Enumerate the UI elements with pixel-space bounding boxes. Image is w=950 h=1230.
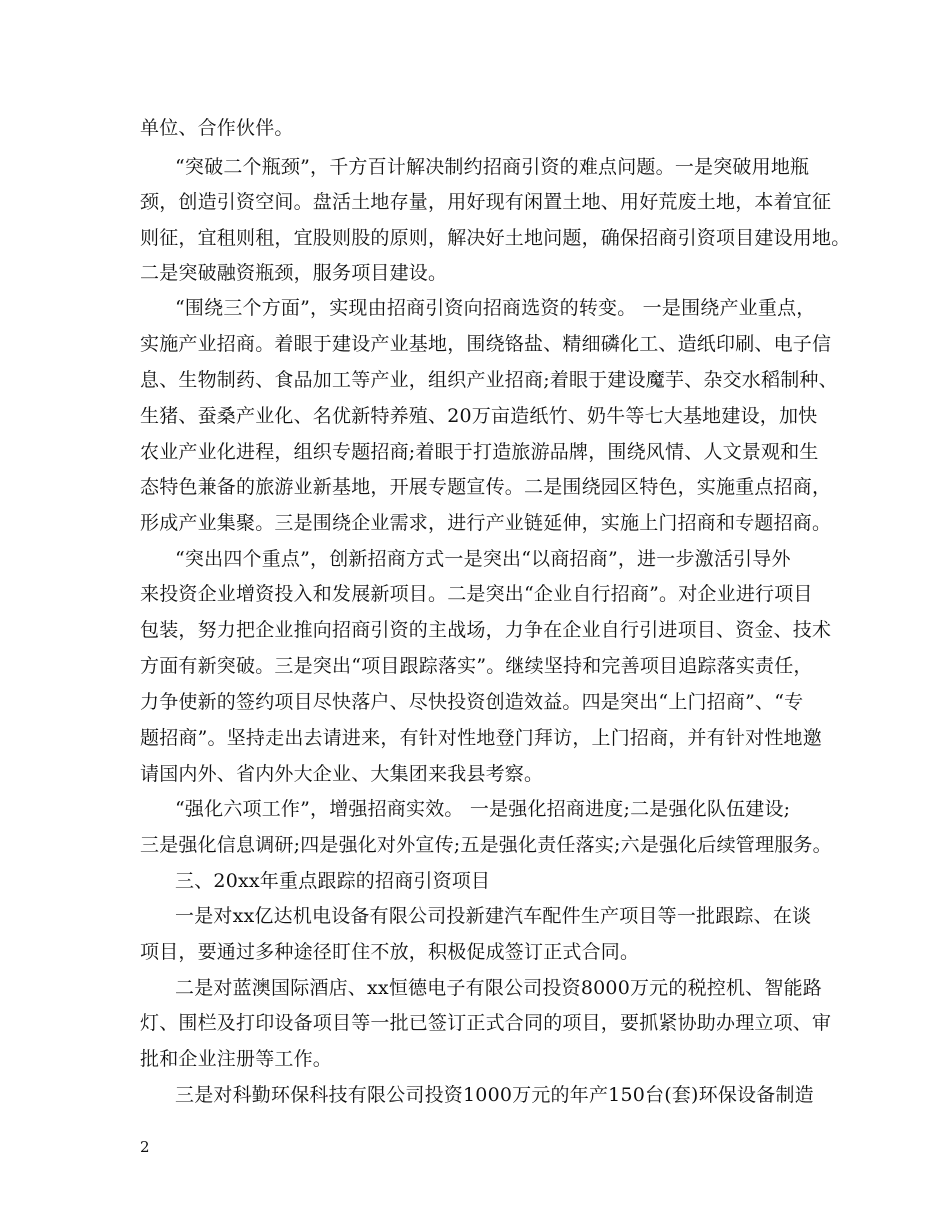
- text-line: 灯、围栏及打印设备项目等一批已签订正式合同的项目，要抓紧协助办理立项、审: [140, 1012, 832, 1034]
- text-line: 则征，宜租则租，宜股则股的原则，解决好土地问题，确保招商引资项目建设用地。: [140, 227, 851, 249]
- text-line: 来投资企业增资投入和发展新项目。二是突出“企业自行招商”。对企业进行项目: [140, 583, 813, 605]
- text-line: 二是对蓝澳国际酒店、xx恒德电子有限公司投资8000万元的税控机、智能路: [175, 977, 822, 999]
- text-line: 形成产业集聚。三是围绕企业需求，进行产业链延伸，实施上门招商和专题招商。: [140, 512, 832, 534]
- text-line: 包装，努力把企业推向招商引资的主战场，力争在企业自行引进项目、资金、技术: [140, 619, 832, 641]
- text-line: “突破二个瓶颈”，千方百计解决制约招商引资的难点问题。一是突破用地瓶: [175, 156, 810, 178]
- text-line: “突出四个重点”，创新招商方式一是突出“以商招商”，进一步激活引导外: [175, 548, 791, 570]
- text-line: 力争使新的签约项目尽快落户、尽快投资创造效益。四是突出“上门招商”、“专: [140, 691, 804, 713]
- section-heading: 三、20xx年重点跟踪的招商引资项目: [175, 870, 491, 892]
- text-line: “围绕三个方面”，实现由招商引资向招商选资的转变。 一是围绕产业重点，: [175, 297, 816, 319]
- text-line: 项目，要通过多种途径盯住不放，积极促成签订正式合同。: [140, 941, 640, 963]
- text-line: 农业产业化进程，组织专题招商;着眼于打造旅游品牌，围绕风情、人文景观和生: [140, 441, 819, 463]
- text-line: 颈，创造引资空间。盘活土地存量，用好现有闲置土地、用好荒废土地，本着宜征: [140, 191, 832, 213]
- text-line: 实施产业招商。着眼于建设产业基地，围绕铬盐、精细磷化工、造纸印刷、电子信: [140, 333, 832, 355]
- text-line: 题招商”。坚持走出去请进来，有针对性地登门拜访，上门招商，并有针对性地邀: [140, 727, 822, 749]
- page-number: 2: [140, 1138, 150, 1156]
- text-line: 方面有新突破。三是突出“项目跟踪落实”。继续坚持和完善项目追踪落实责任，: [140, 655, 813, 677]
- text-line: 二是突破融资瓶颈，服务项目建设。: [140, 262, 448, 284]
- text-line: 单位、合作伙伴。: [140, 117, 294, 139]
- text-line: “强化六项工作”，增强招商实效。 一是强化招商进度;二是强化队伍建设;: [175, 798, 791, 820]
- text-line: 请国内外、省内外大企业、大集团来我县考察。: [140, 763, 544, 785]
- text-line: 三是强化信息调研;四是强化对外宣传;五是强化责任落实;六是强化后续管理服务。: [140, 834, 832, 856]
- text-line: 三是对科勤环保科技有限公司投资1000万元的年产150台(套)环保设备制造: [175, 1084, 814, 1106]
- text-line: 息、生物制药、食品加工等产业，组织产业招商;着眼于建设魔芋、杂交水稻制种、: [140, 369, 838, 391]
- text-line: 批和企业注册等工作。: [140, 1048, 333, 1070]
- text-line: 一是对xx亿达机电设备有限公司投新建汽车配件生产项目等一批跟踪、在谈: [175, 905, 812, 927]
- text-line: 态特色兼备的旅游业新基地，开展专题宣传。二是围绕园区特色，实施重点招商，: [140, 476, 832, 498]
- text-line: 生猪、蚕桑产业化、名优新特养殖、20万亩造纸竹、奶牛等七大基地建设，加快: [140, 405, 818, 427]
